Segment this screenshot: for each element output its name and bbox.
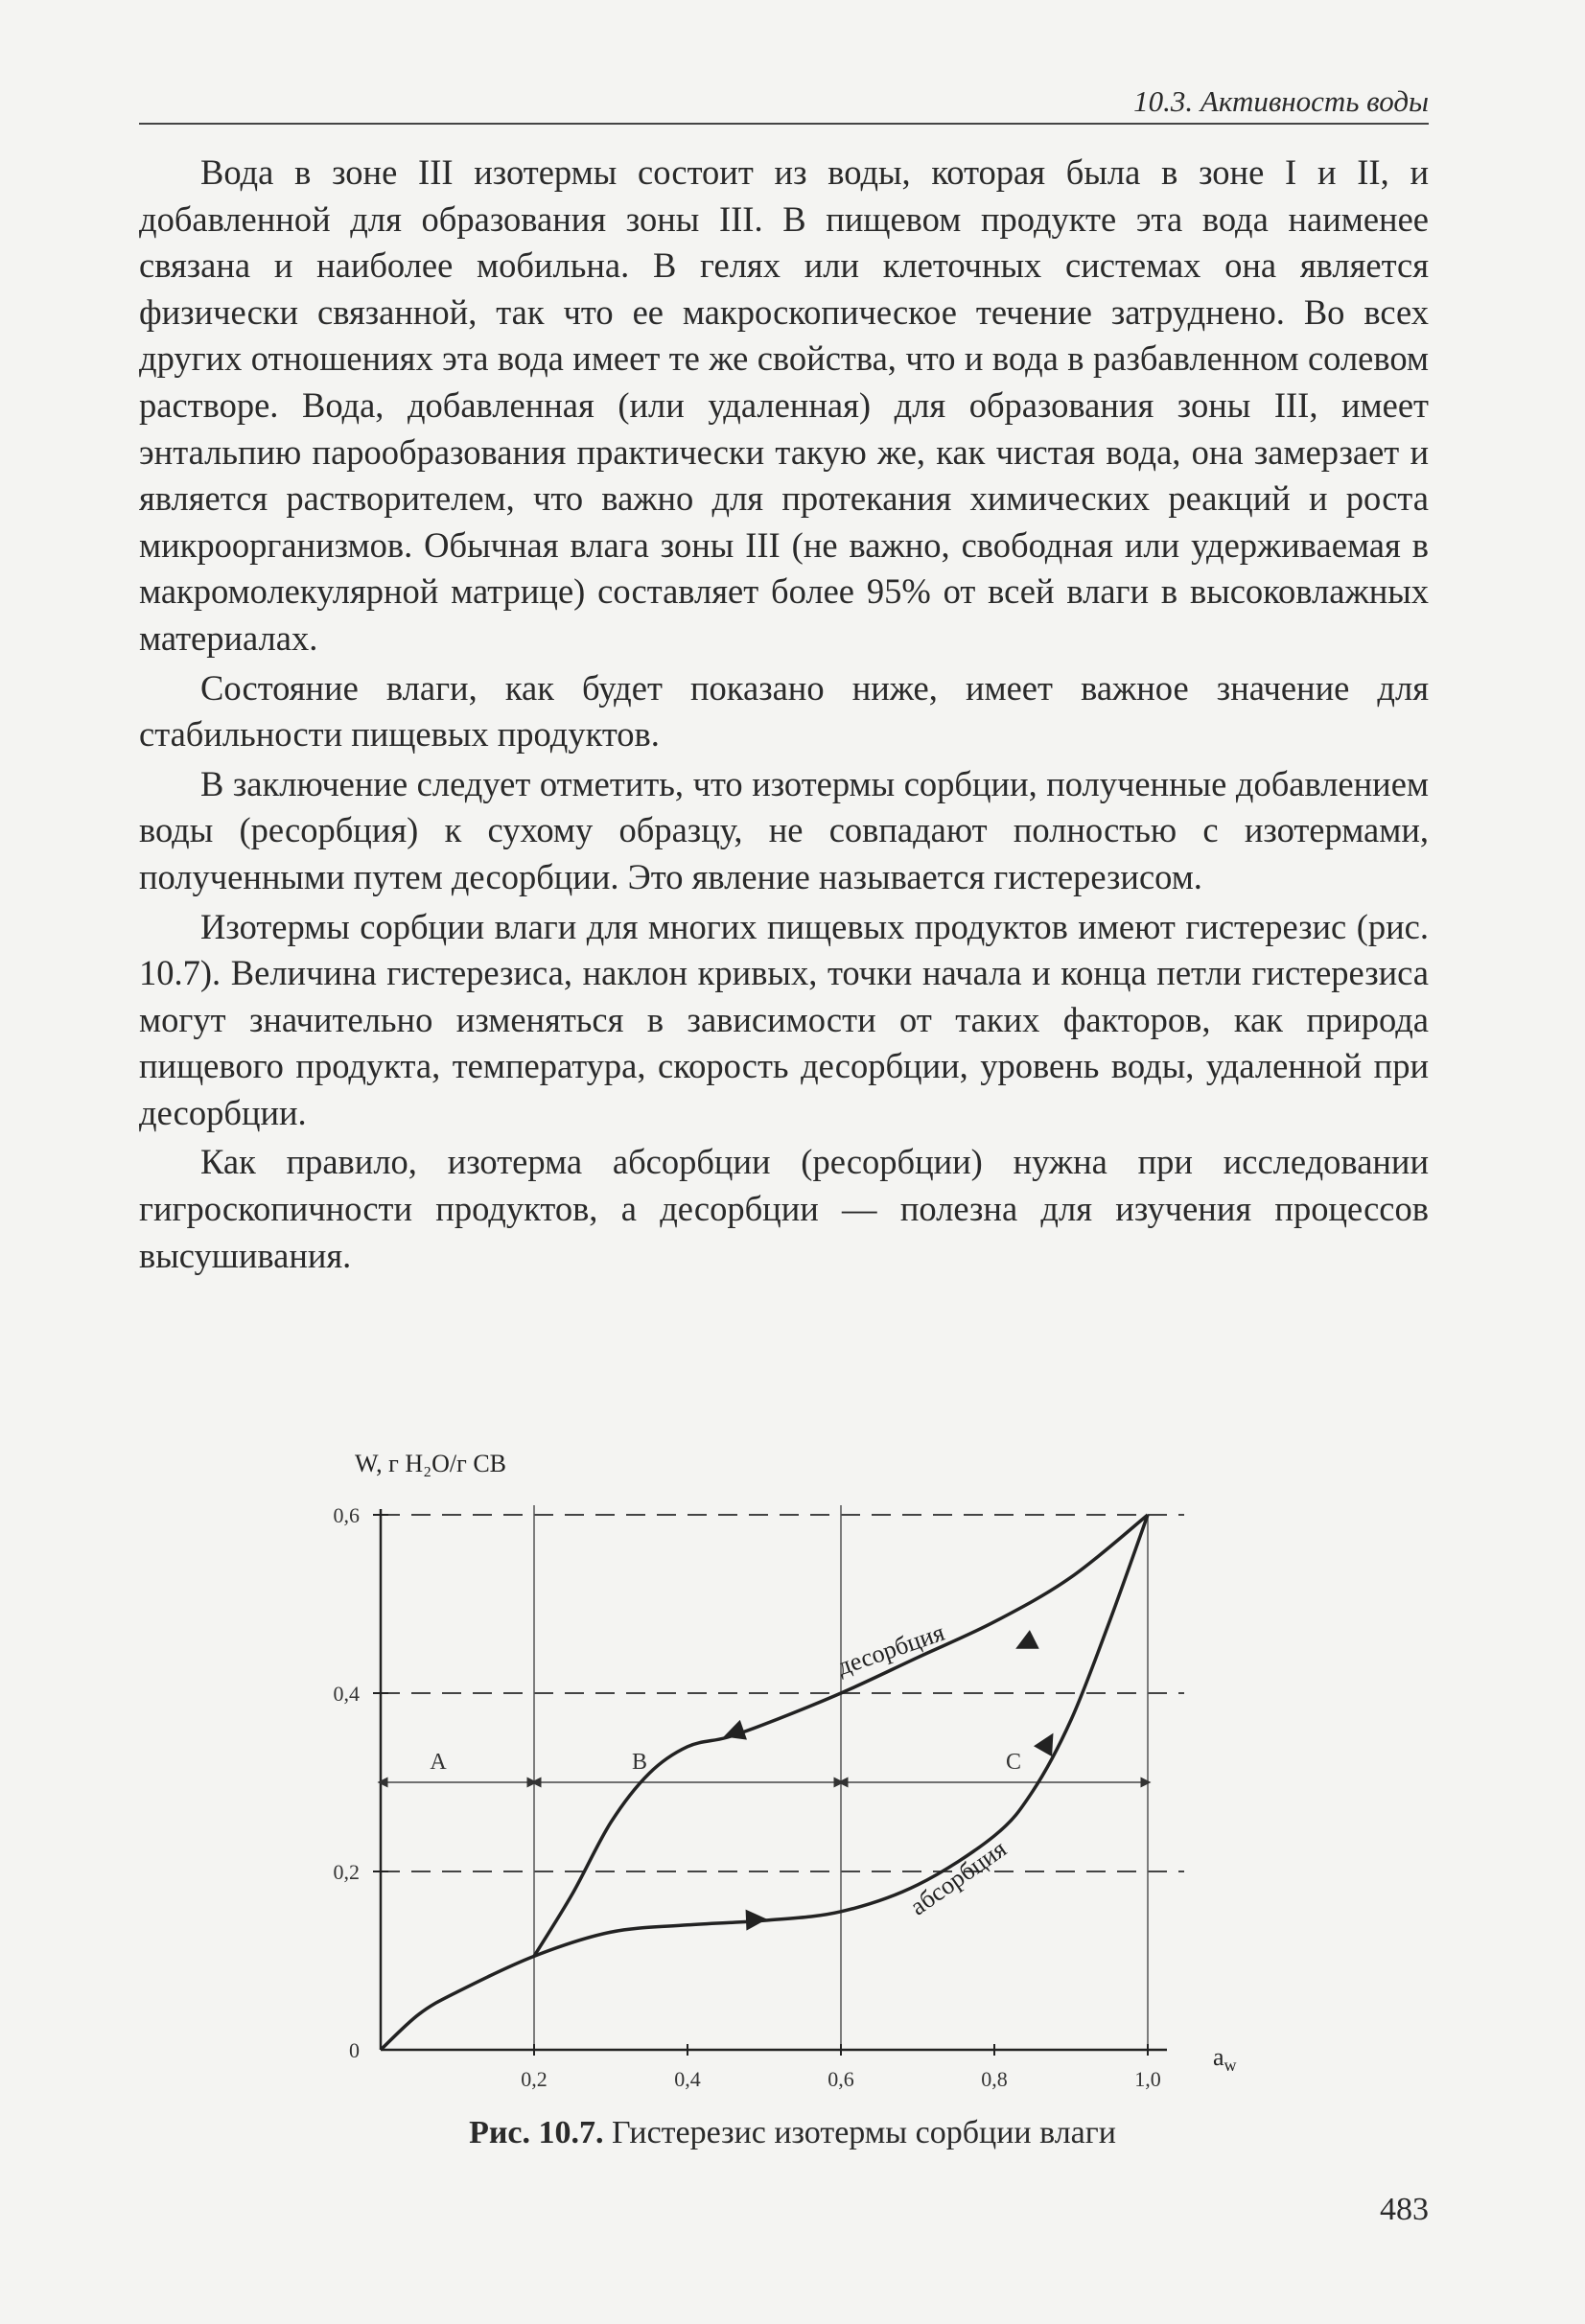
figure-hysteresis bbox=[0, 1438, 1585, 2167]
x-axis-label: $a_w$ bbox=[1213, 2043, 1237, 2075]
paragraph: Изотермы сорбции влаги для многих пищевых продуктов имеют гистерезис (рис. 10.7). Величина гистерезиса, наклон кривых, точки начала и конца петли гистерезиса могут значительно изменяться в зависимости от таких факторов, как природа пищевого продукта, температура, скорость десорбции, уровень воды, удаленной при десорбции. bbox=[139, 906, 1429, 1132]
figure-caption bbox=[0, 2115, 1585, 2151]
y-tick-label: 0,4 bbox=[333, 1682, 360, 1706]
arrow-absorption bbox=[1033, 1742, 1048, 1769]
page-number: 483 bbox=[1380, 2192, 1429, 2227]
paragraph: Вода в зоне III изотермы состоит из воды, которая была в зоне I и II, и добавленной для образования зоны III. В пищевом продукте эта вода наименее связана и наиболее мобильна. В гелях или клеточных системах она является физически связанной, так что ее макроскопическое течение затруднено. Во всех других отношениях эта вода имеет те же свойства, что и вода в разбавленном солевом растворе. Вода, добавленная (или удаленная) для образования зоны III, имеет энтальпию парообразования практически такую же, как чистая вода, она замерзает и является растворителем, что важно для протекания химических реакций и роста микроорганизмов. Обычная влага зоны III (не важно, свободная или удерживаемая в макромолекулярной матрице) составляет более 95% от всей влаги в высоковлажных материалах. bbox=[139, 152, 1429, 658]
zone-label: A bbox=[430, 1750, 447, 1775]
y-tick-label: 0,2 bbox=[333, 1860, 360, 1884]
paragraph: Состояние влаги, как будет показано ниже, имеет важное значение для стабильности пищевых продуктов. bbox=[139, 667, 1429, 755]
zone-label: B bbox=[631, 1750, 648, 1775]
desorption-label: десорбция bbox=[833, 1617, 948, 1682]
x-tick-label: 0,2 bbox=[521, 2067, 548, 2091]
y-tick-label: 0 bbox=[349, 2038, 360, 2062]
y-tick-label: 0,6 bbox=[333, 1503, 360, 1527]
x-tick-label: 0,6 bbox=[827, 2067, 854, 2091]
running-head bbox=[139, 84, 1429, 125]
x-tick-label: 1,0 bbox=[1134, 2067, 1161, 2091]
arrow-desorption bbox=[1025, 1633, 1048, 1644]
hysteresis-chart bbox=[0, 1438, 1585, 2109]
paragraph: В заключение следует отметить, что изотермы сорбции, полученные добавлением воды (ресорбция) к сухому образцу, не совпадают полностью с изотермами, полученными путем десорбции. Это явление называется гистерезисом. bbox=[139, 763, 1429, 896]
x-tick-label: 0,8 bbox=[981, 2067, 1008, 2091]
paragraph: Как правило, изотерма абсорбции (ресорбции) нужна при исследовании гигроскопичности продуктов, а десорбции — полезна для изучения процессов высушивания. bbox=[139, 1142, 1429, 1275]
caption-label: Рис. 10.7. bbox=[469, 2115, 604, 2150]
absorption-label: абсорбция bbox=[904, 1834, 1012, 1921]
body-text bbox=[139, 150, 1429, 1282]
caption-text: Гистерезис изотермы сорбции влаги bbox=[603, 2115, 1116, 2150]
y-axis-label: W, г H₂O/г СВ bbox=[355, 1450, 507, 1477]
zone-label: C bbox=[1005, 1750, 1022, 1775]
x-tick-label: 0,4 bbox=[674, 2067, 701, 2091]
running-head-text: 10.3. Активность воды bbox=[1133, 84, 1429, 118]
